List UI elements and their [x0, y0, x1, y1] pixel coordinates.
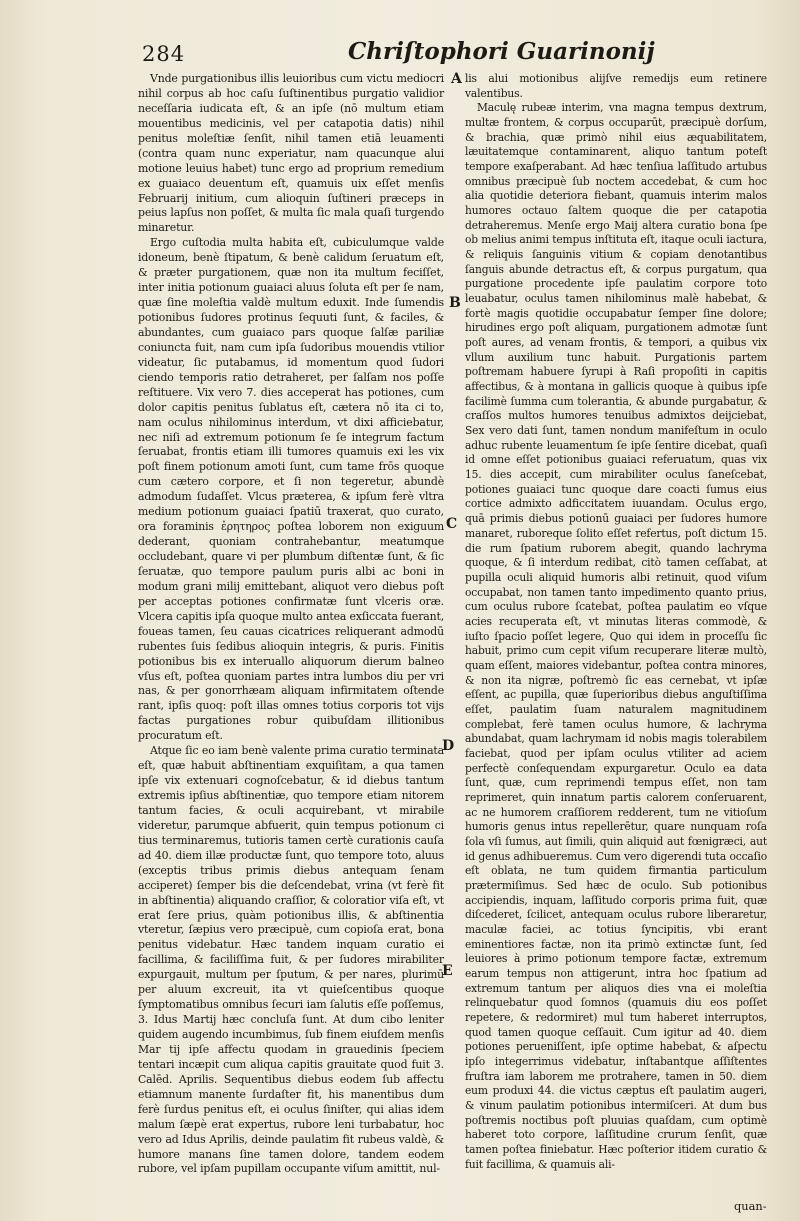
running-title: Chriſtophori Guarinonij — [348, 38, 655, 65]
right-paragraph-2: Maculę rubeæ interim, vna magna tempus dextrum, multæ frontem, & corpus occuparūt, præcipuè dorſum, & brachia, quæ primò nihil eius æquabilitatem, læuitatemque contaminarent, aliquo tantum poteſt tempore exaſperabant. Ad hæc tenſiua laſſitudo artubus omnibus præcipuè ſub noctem accedebat, & cum hoc alia quotidie deteriora fiebant, quamuis interim malos humores octauo ſaltem quoque die per catapotia detraheremus. Menſe ergo Maij altera curatio bona ſpe ob melius animi tempus inſtituta eſt, itaque oculi iactura, & reliquis ſanguinis vitium & copiam denotantibus ſanguis abunde detractus eſt, & corpus purgatum, qua purgatione procedente ipſe paulatim corpore toto leuabatur, oculus tamen nihilominus malè habebat, & fortè magis quotidie occupabatur ſemper ſine dolore; hirudines ergo poſt aliquam, purgationem admotæ ſunt poſt aures, ad venam frontis, & tempori, a quibus vix vllum auxilium tunc habuit. Purgationis partem poſtremam habuere ſyrupi à Raſi propoſiti in capitis affectibus, & à montana in gallicis quoque à quibus ipſe facilimè ſumma cum tolerantia, & abunde purgabatur, & craſſos multos humores tenuibus admixtos deijciebat, Sex vero dati ſunt, tamen nondum manifeſtum in oculo adhuc rubente leuamentum ſe ipſe ſentire dicebat, quaſi id omne eſſet potionibus guaiaci referuatum, quas vix 15. dies accepit, cum mirabiliter oculus ſaneſcebat, potiones guaiaci tunc quoque dare coacti ſumus eius cortice admixto adficcitatem iuuandam. Oculus ergo, quā primis diebus potionū guaiaci per ſudores humore manaret, ruboreque ſolito eſſet refertus, poſt dictum 15. die rum ſpatium ruborem abegit, quando lachryma quoque, & ſi interdum redibat, citò tamen ceſſabat, at pupilla oculi aliquid humoris albi retinuit, quod viſum occupabat, non tamen tanto impedimento quanto prius, cum oculus rubore ſcatebat, poſtea paulatim eo vſque acies recuperata eſt, vt minutas literas commodè, & iuſto ſpacio poſſet legere, Quo qui idem in proceſſu ſic habuit, primo cum cepit viſum recuperare literæ multò, quam eſſent, maiores videbantur, poſtea contra minores, & non ita nigræ, poſtremò ſic eas cernebat, vt ipſæ eſſent, ac pupilla, quæ ſuperioribus diebus anguſtiſſima eſſet, paulatim ſuam naturalem magnitudinem complebat, ferè tamen oculus humore, & lachryma abundabat, quam lachrymam id nobis magis tolerabilem faciebat, quod per ipſam oculus vtiliter ad aciem perfectè conſequendam expurgaretur. Oculo ea data ſunt, quæ, cum reprimendi tempus eſſet, non tam reprimeret, quin innatum partis calorem conſeruarent, ac ne humorem craſſiorem redderent, tum ne vitioſum humoris genus intus repellerētur, quare nunquam roſa ſola vſi ſumus, aut ſimili, quin aliquid aut fœnigræci, aut id genus adhibueremus. Cum vero digerendi tuta occaſio eſt oblata, ne tum quidem firmantia particulum prætermiſimus. Sed hæc de oculo. Sub potionibus accipiendis, inquam, laſſitudo corporis prima fuit, quæ diſcederet, ſcilicet, antequam oculus rubore liberaretur, maculæ faciei, ac totius ſyncipitis, vbi erant eminentiores factæ, non ita primò extinctæ ſunt, ſed leuiores à primo potionum tempore factæ, extremum earum tempus non attigerunt, intra hoc ſpatium ad extremum tantum per aliquos dies vna ei moleſtia relinquebatur quod ſomnos (quamuis diu eos poſſet repetere, & redormiret) mul tum haberet interruptos, quod tamen quoque ceſſauit. Cum igitur ad 40. diem potiones perueniſſent, ipſe optime habebat, & aſpectu ipſo integerrimus videbatur, inſtabantque aſſiſtentes fruſtra iam laborem me protrahere, tamen in 50. diem eum produxi 44. die victus cæptus eſt paulatim augeri, & vinum paulatim potionibus intermiſceri. At dum bus poſtremis noctibus poſt pluuias quaſdam, cum optimè haberet toto corpore, laſſitudine crurum ſenſit, quæ tamen poſtea finiebatur. Hæc poſterior itidem curatio & fuit facillima, & quamuis ali- — [465, 101, 767, 1171]
left-paragraph-2: Ergo cuſtodia multa habita eſt, cubiculumque valde idoneum, benè ſtipatum, & benè calidum ſeruatum eſt, & præter purgationem, quæ non ita multum feciſſet, inter initia potionum guaiaci aluus ſoluta eſt per ſe nam, quæ ſine moleſtia valdè multum eduxit. Inde ſumendis potionibus ſudores protinus ſequuti ſunt, & faciles, & abundantes, cum guaiaco pars quoque ſalſæ pariliæ coniuncta fuit, nam cum ipſa ſudoribus mouendis vtilior videatur, ſic putabamus, id momentum quod ſudori ciendo temporis ratio detraheret, per ſalſam nos poſſe reſtituere. Vix vero 7. dies acceperat has potiones, cum dolor capitis penitus ſublatus eſt, cætera nō ita ci to, nam oculus nihilominus interdum, vt dixi afficiebatur, nec niſi ad extremum potionum ſe ſe integrum factum ſeruabat, frontis etiam illi tumores quamuis exi les vix poſt finem potionum amoti ſunt, cum tame frōs quoque cum cætero corpore, et ſi non tegeretur, abundè admodum ſudaſſet. Vlcus præterea, & ipſum ferè vltra medium potionum guaiaci ſpatiū traxerat, quo curato, ora foraminis ἐρητηρος poſtea loborem non exiguum dederant, quoniam contrahebantur, meatumque occludebant, quare vi per plumbum diſtentæ ſunt, & ſic ſeruatæ, quo tempore paulum puris albi ac boni in modum grani milij emittebant, aliquot vero diebus poſt per acceptas potiones confirmatæ ſunt vlceris oræ. Vlcera capitis ipſa quoque multo antea exſiccata fuerant, foueas tamen, ſeu cauas cicatrices reliquerant admodū rubentes ſuis ſedibus alioquin integris, & puris. Finitis potionibus bis ex interuallo aliquorum dierum balneo vſus eſt, poſtea quoniam partes intra lumbos diu per vri nas, & per gonorrhæam aliquam infirmitatem oſtende rant, ipſis quoq: poſt illas omnes totius corporis tot vijs factas purgationes robur quibuſdam illitionibus procuratum eſt. — [138, 236, 445, 743]
right-paragraph-1: lis alui motionibus alijſve remedijs eum retinere valentibus. — [465, 72, 767, 100]
marginal-letter-b: B — [449, 295, 461, 311]
left-column — [138, 72, 444, 1177]
marginal-letter-d: D — [442, 738, 455, 754]
page-number: 284 — [142, 42, 186, 66]
catchword: quan- — [734, 1199, 767, 1213]
right-column — [465, 72, 767, 1172]
left-paragraph-1: Vnde purgationibus illis leuioribus cum victu mediocri nihil corpus ab hoc caſu ſuſtinentibus purgatio validior neceſſaria iudicata eſt, & an ipſe (nō multum etiam mouentibus medicinis, vel per catapotia datis) nihil penitus moleſtiæ ſenſit, nihil tamen etiā leuamenti (contra quam nunc experiatur, nam quacunque alui motione leuius habet) tunc ergo ad proprium remedium ex guaiaco deuentum eſt, quamuis uix eſſet menſis Februarij initium, cum alioquin ſuſtineri præceps in peius lapſus non poſſet, & multa ſic mala quaſi turgendo minaretur. — [138, 72, 444, 235]
marginal-letter-e: E — [442, 963, 453, 979]
marginal-letter-a: A — [451, 71, 462, 87]
left-paragraph-3: Atque ſic eo iam benè valente prima curatio terminata eſt, quæ habuit abſtinentiam exquiſitam, a qua tamen ipſe vix extenuari cognoſcebatur, & id diebus tantum extremis ipſius abſtinentiæ, quo tempore etiam nitorem tantum facies, & oculi acquirebant, vt mirabile videretur, parumque abfuerit, quin tempus potionum ci tius terminaremus, tutioris tamen certè curationis cauſa ad 40. diem illæ productæ ſunt, quo tempore toto, aluus (exceptis tribus primis diebus antequam ſenam acciperet) ſemper bis die deſcendebat, vrina (vt ferè fit in abſtinentia) aliquando craſſior, & coloratior viſa eſt, vt erat ſere prius, quàm potionibus illis, & abſtinentia vteretur, ſæpius vero præcipuè, cum copioſa erat, bona penitus videbatur. Hæc tandem inquam curatio ei facillima, & faciliſſima fuit, & per ſudores mirabiliter expurgauit, multum per ſputum, & per nares, plurimū per aluum excreuit, ita vt quieſcentibus quoque ſymptomatibus omnibus ſecuri iam ſalutis eſſe poſſemus, 3. Idus Martij hæc concluſa ſunt. At dum cibo leniter quidem augendo incumbimus, ſub finem eiuſdem menſis Mar tij ipſe affectu quodam in grauedinis ſpeciem tentari incæpit cum aliqua capitis grauitate quod fuit 3. Calēd. Aprilis. Sequentibus diebus eodem ſub affectu etiamnum manente ſurdaſter fit, his manentibus dum ferè ſurdus penitus eſt, ei oculus ſiniſter, qui alias idem malum ſæpè erat expertus, rubore leni turbabatur, hoc vero ad Idus Aprilis, deinde paulatim fit rubeus valdè, & humore manans ſine tamen dolore, tandem eodem rubore, vel ipſam pupillam occupante viſum amittit, nul- — [138, 744, 444, 1176]
marginal-letter-c: C — [446, 516, 458, 532]
